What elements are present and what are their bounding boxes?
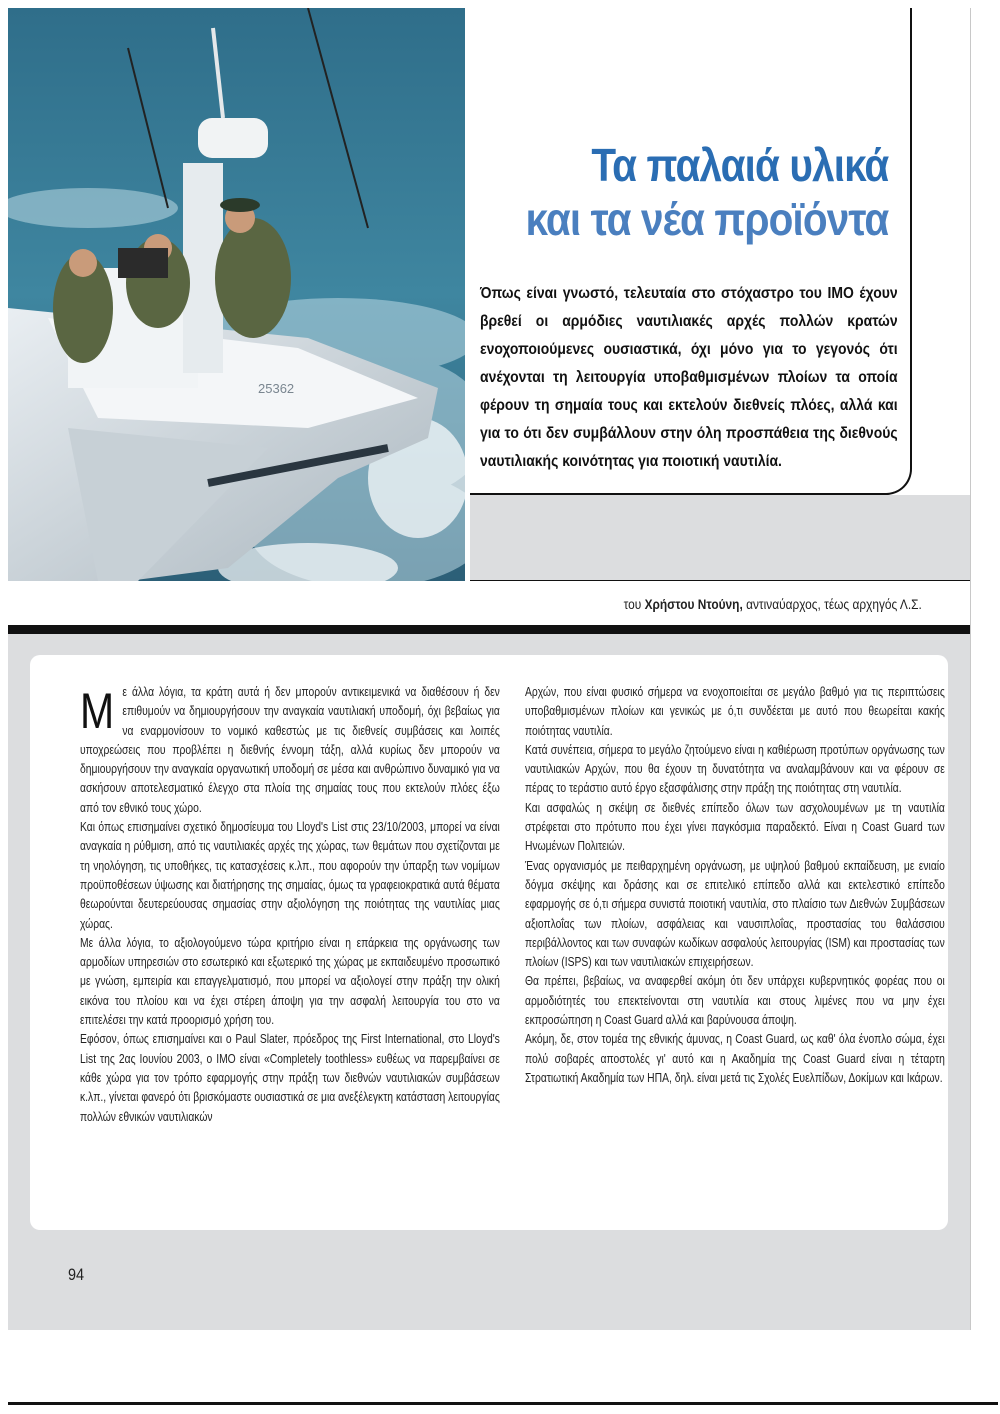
- body-column-left: [80, 683, 500, 1127]
- bottom-rule: [8, 1402, 998, 1405]
- byline-author: Χρήστου Ντούνη,: [644, 596, 743, 612]
- article-title: [525, 138, 888, 246]
- paragraph: Και ασφαλώς η σκέψη σε διεθνές επίπεδο όλων των ασχολουμένων με τη ναυτιλία στρέφεται στο πρότυπο που έχει γίνει παγκόσμια παραδεκτό. Είναι η Coast Guard των Ηνωμένων Πολιτειών.: [525, 800, 945, 854]
- byline-prefix: του: [623, 596, 642, 612]
- paragraph: Με άλλα λόγια, το αξιολογούμενο τώρα κριτήριο είναι η επάρκεια της οργάνωσης των αρμοδίων υπηρεσιών στο εσωτερικό και εξωτερικό της χώρας με εκπαιδευμένο προσωπικό με γνώση, εμπειρία και επαγγελματισμό, που μπορεί να αξιολογεί στην πράξη την ολική εικόνα του πλοίου και να έχει στέρεη άποψη για την ασφαλή λειτουργία του στο να επιτελέσει την κατά προορισμό χρήση του.: [80, 935, 500, 1028]
- paragraph: Κατά συνέπεια, σήμερα το μεγάλο ζητούμενο είναι η καθιέρωση προτύπων οργάνωσης των ναυτιλιακών Αρχών, που θα έχουν τη δυνατότητα να αναλαμβάνουν και να φέρουν σε πέρας το τεράστιο αυτό έργο εξασφάλισης στην πράξη της ποιότητας στη ναυτιλία.: [525, 742, 945, 796]
- article-lead: Όπως είναι γνωστό, τελευταία στο στόχαστρο του ΙΜΟ έχουν βρεθεί οι αρμόδιες ναυτιλιακές αρχές πολλών κρατών ενοχοποιούμενες ουσιαστικά, όχι μόνο για το γεγονός ότι ανέχονται τη λειτουργία υποβαθμισμένων πλοίων τα οποία φέρουν τη σημαία τους και εκτελούν διεθνείς πλόες, αλλά και για το ότι δεν συμβάλλουν στην όλη προσπάθεια της διεθνούς ναυτιλιακής κοινότητας για ποιοτική ναυτιλία.: [480, 285, 898, 470]
- byline: [624, 596, 922, 612]
- paragraph: Αρχών, που είναι φυσικό σήμερα να ενοχοποιείται σε μεγάλο βαθμό για τις περιπτώσεις υποβαθμισμένων πλοίων και γενικώς με ό,τι συνδέεται με αυτό που θεωρείται κακής ποιότητας ναυτιλία.: [525, 685, 945, 738]
- paragraph: Εφόσον, όπως επισημαίνει και ο Paul Slater, πρόεδρος της First International, στο Lloyd's List της 2ας Ιουνίου 2003, ο ΙΜΟ είναι «Completely toothless» ευθέως να παρεμβαίνει σε κάθε χώρα για τον τρόπο εφαρμογής στην πράξη των διεθνών ναυτιλιακών συμβάσεων κ.λπ., γίνεται φανερό ότι βρισκόμαστε ουσιαστικά σε μια ανεξέλεγκτη κατάσταση λειτουργίας πολλών εθνικών ναυτιλιακών: [80, 1032, 500, 1124]
- page-number: 94: [68, 1265, 85, 1284]
- paragraph: Θα πρέπει, βεβαίως, να αναφερθεί ακόμη ότι δεν υπάρχει κυβερνητικός φορέας που οι αρμοδιότητές του επεκτείνονται στη ναυτιλία και στους λιμένες που να μην έχει εκπροσώπηση η Coast Guard αλλά και βαρύνουσα άποψη.: [525, 974, 945, 1028]
- article-title-line-2: και τα νέα προϊόντα: [525, 193, 888, 245]
- article-body: [30, 655, 948, 1230]
- drop-cap: Μ: [80, 683, 115, 739]
- title-box: [470, 8, 912, 495]
- section-rule: [8, 625, 970, 634]
- svg-text:25362: 25362: [258, 381, 295, 396]
- body-column-right: [525, 683, 945, 1088]
- byline-role: αντιναύαρχος, τέως αρχηγός Λ.Σ.: [746, 596, 922, 612]
- article-title-line-1: Τα παλαιά υλικά: [590, 139, 888, 191]
- paragraph-text: ε άλλα λόγια, τα κράτη αυτά ή δεν μπορούν αντικειμενικά να διαθέσουν ή δεν επιθυμούν να δημιουργήσουν την αναγκαία ναυτιλιακή υποδομή, όχι βεβαίως για να εναρμονίσουν το νομικό καθεστώς με τις διεθνείς συμβάσεις και λοιπές υποχρεώσεις που προβλέπει η διεθνής έννομη τάξη, αλλά κυρίως δεν μπορούν να δημιουργήσουν την αναγκαία οργανωτική υποδομή σε μέσα και ανθρώπινο δυναμικό για να ασκήσουν αποτελεσματικό έλεγχο στα πλοία της σημαίας τους που εκτελούν πλόες έξω από τον εθνικό τους χώρο.: [80, 685, 500, 815]
- paragraph: Ακόμη, δε, στον τομέα της εθνικής άμυνας, η Coast Guard, ως καθ' όλα ένοπλο σώμα, έχει πολύ σοβαρές αποστολές γι' αυτό και η Ακαδημία της Coast Guard είναι η τέταρτη Στρατιωτική Ακαδημία των ΗΠΑ, δηλ. είναι μετά τις Σχολές Ευελπίδων, Δοκίμων και Ικάρων.: [525, 1032, 945, 1085]
- paragraph: [80, 683, 500, 818]
- coast-guard-boat-photo: [8, 8, 465, 581]
- paragraph: Ένας οργανισμός με πειθαρχημένη οργάνωση, με υψηλού βαθμού εκπαίδευση, με ενιαίο δόγμα σκέψης και δράσης και σε επιτελικό επίπεδο αλλά και εκτελεστικό επίπεδο εφαρμογής σε ό,τι σήμερα συνιστά ποιοτική ναυτιλία, στο πλαίσιο των Διεθνών Συμβάσεων αξιοπλοΐας των πλοίων, ασφάλειας και ναυσιπλοΐας, προστασίας του θαλάσσιου περιβάλλοντος και των συναφών κωδίκων ασφαλούς λειτουργίας (ISM) και προστασίας των πλοίων (ISPS) και των ναυτιλιακών επιχειρήσεων.: [525, 858, 945, 970]
- paragraph: Και όπως επισημαίνει σχετικό δημοσίευμα του Lloyd's List στις 23/10/2003, μπορεί να είναι αναγκαία η ρύθμιση, από τις ναυτιλιακές αρχές της χώρας, των θεμάτων που σχετίζονται με τη νηολόγηση, τις υποθήκες, τις κατασχέσεις κ.λπ., που αφορούν την ύπαρξη των νομίμων προϋποθέσεων ύψωσης και διατήρησης της σημαίας, όμως τα γραφειοκρατικά αυτά θέματα θεωρούνται δευτερεύουσας σημασίας στην αξιολόγηση της ποιότητας της ναυτιλίας μιας χώρας.: [80, 820, 500, 931]
